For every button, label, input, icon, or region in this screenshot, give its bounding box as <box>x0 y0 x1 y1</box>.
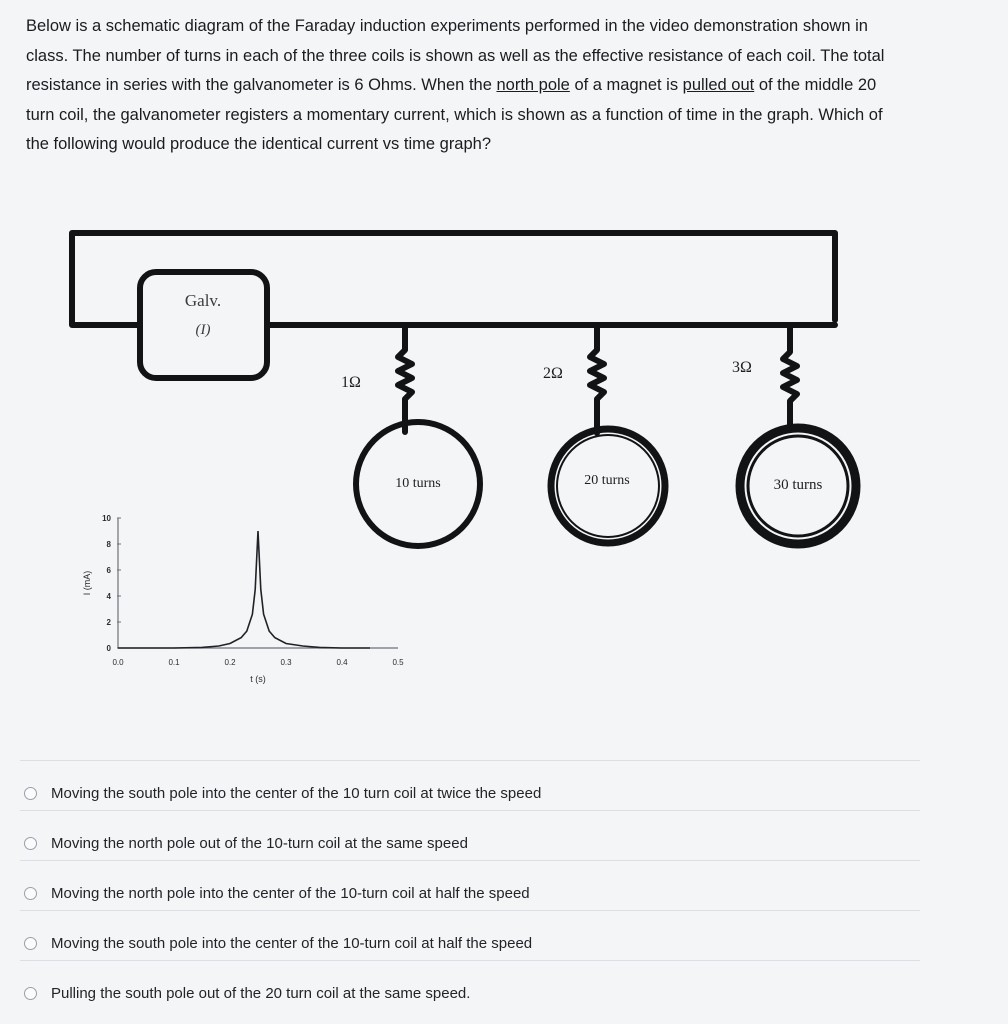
emphasis-north-pole: north pole <box>496 76 570 94</box>
option-label: Moving the south pole into the center of the 10-turn coil at half the speed <box>51 934 533 952</box>
separator <box>20 910 920 911</box>
coil-2-resistor <box>590 325 604 433</box>
coil-3-turns: 30 turns <box>773 477 823 493</box>
y-tick-label: 8 <box>106 540 111 549</box>
coil-3-resistance: 3Ω <box>732 359 752 376</box>
option-label: Moving the south pole into the center of the 10 turn coil at twice the speed <box>51 784 542 802</box>
separator <box>20 760 920 761</box>
option-label: Moving the north pole into the center of the 10-turn coil at half the speed <box>51 884 530 902</box>
radio-button[interactable] <box>24 887 37 900</box>
y-tick-label: 4 <box>106 592 111 601</box>
x-tick-label: 0.5 <box>392 658 404 667</box>
y-tick-label: 6 <box>106 566 111 575</box>
y-tick-label: 10 <box>102 514 111 523</box>
y-tick-label: 0 <box>106 644 111 653</box>
radio-button[interactable] <box>24 787 37 800</box>
answer-option-5[interactable] <box>24 978 784 1008</box>
x-tick-label: 0.2 <box>224 658 236 667</box>
coil-2-resistance: 2Ω <box>543 365 563 382</box>
question-part-2: of a magnet is <box>569 76 683 94</box>
option-label: Moving the north pole out of the 10-turn coil at the same speed <box>51 834 468 852</box>
x-tick-label: 0.4 <box>336 658 348 667</box>
y-axis-label: I (mA) <box>82 570 92 596</box>
answer-option-3[interactable] <box>24 878 784 908</box>
galvanometer-symbol: (I) <box>195 322 211 338</box>
radio-button[interactable] <box>24 937 37 950</box>
emphasis-pulled-out: pulled out <box>682 76 755 94</box>
coil-1-resistance: 1Ω <box>341 374 361 391</box>
x-tick-label: 0.3 <box>280 658 292 667</box>
answer-option-4[interactable] <box>24 928 784 958</box>
galvanometer-label: Galv. <box>184 291 222 310</box>
separator <box>20 810 920 811</box>
current-curve <box>118 531 370 648</box>
separator <box>20 860 920 861</box>
coil-3-resistor <box>783 325 797 430</box>
x-tick-label: 0.1 <box>168 658 180 667</box>
coil-2-turns: 20 turns <box>584 473 630 488</box>
current-time-chart <box>82 514 404 684</box>
question-part-3: of the middle 20 turn coil, the galvanometer registers a momentary current, which is shown as a function of time in the graph. Which of the following would produce the identical current vs time graph? <box>26 76 883 153</box>
x-tick-label: 0.0 <box>112 658 124 667</box>
answer-option-2[interactable] <box>24 828 784 858</box>
question-part-1: Below is a schematic diagram of the Faraday induction experiments performed in the video demonstration shown in class. The number of turns in each of the three coils is shown as well as the effective resistance of each coil. The total resistance in series with the galvanometer is 6 Ohms. When the <box>26 17 885 94</box>
answer-option-1[interactable] <box>24 778 784 808</box>
coil-1-turns: 10 turns <box>395 476 441 491</box>
separator <box>20 960 920 961</box>
radio-button[interactable] <box>24 987 37 1000</box>
y-tick-label: 2 <box>106 618 111 627</box>
coil-1-resistor <box>398 325 412 432</box>
radio-button[interactable] <box>24 837 37 850</box>
outer-wire <box>72 233 835 325</box>
x-axis-label: t (s) <box>250 674 266 684</box>
option-label: Pulling the south pole out of the 20 turn coil at the same speed. <box>51 984 471 1002</box>
